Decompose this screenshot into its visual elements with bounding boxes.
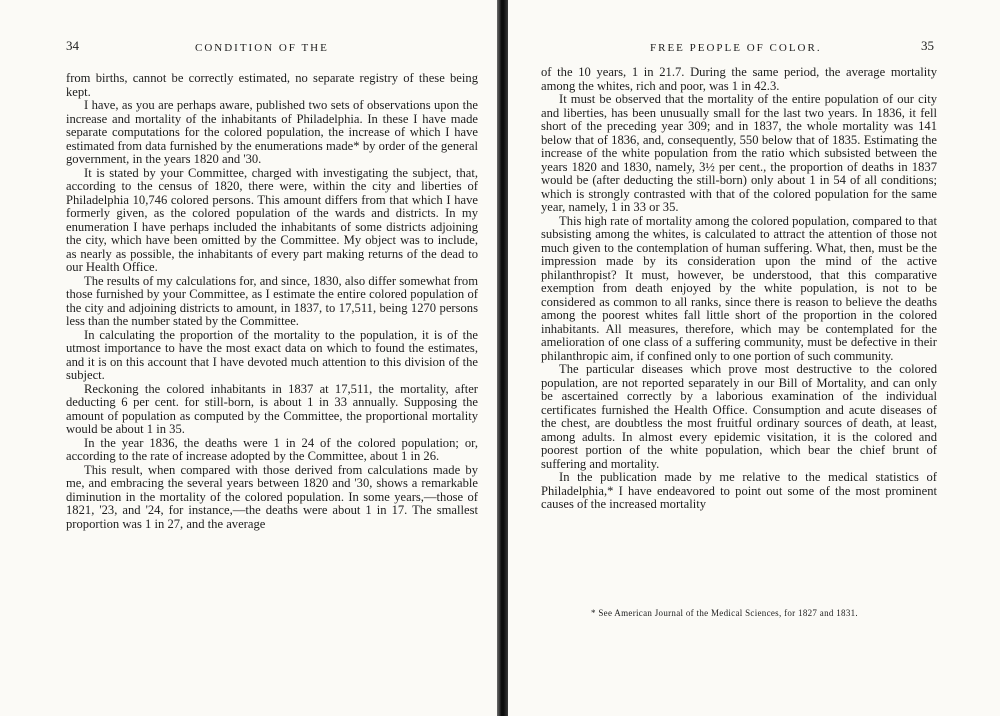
- paragraph: I have, as you are perhaps aware, published two sets of observations upon the increase and mortality of the inhabitants of Philadelphia. In these I have made separate computations for the colored population, the increase of which I have estimated from data furnished by the enumerations made* by order of the general government, in the years 1820 and '30.: [66, 98, 478, 166]
- paragraph: It is stated by your Committee, charged with investigating the subject, that, according to the census of 1820, there were, within the city and liberties of Philadelphia 10,746 colored persons. This amount differs from that which I have formerly given, as the colored population of the wards and districts. In my enumeration I have perhaps included the inhabitants of some districts adjoining the city, which have been omitted by the Committee. My object was to include, as nearly as possible, the inhabitants of every part making returns of the dead to our Health Office.: [66, 165, 478, 274]
- footnote: * See American Journal of the Medical Sciences, for 1827 and 1831.: [591, 608, 858, 618]
- right-running-head: FREE PEOPLE OF COLOR.: [650, 42, 822, 54]
- paragraph: It must be observed that the mortality of the entire population of our city and liberties, has been unusually small for the last two years. In 1836, it fell short of the preceding year 309; and in 1837, the whole mortality was 141 below that of 1836, and, consequently, 550 below that of 1835. Estimating the increase of the white population from the ratio which subsisted between the years 1820 and 1830, namely, 3½ per cent., the proportion of deaths in 1837 would be (after deducting the still-born) only about 1 in 54 of all conditions; which is strongly contrasted with that of the colored population for the same year, namely, 1 in 33 or 35.: [541, 92, 937, 214]
- paragraph: of the 10 years, 1 in 21.7. During the same period, the average mortality among the whites, rich and poor, was 1 in 42.3.: [541, 65, 937, 93]
- paragraph: In the year 1836, the deaths were 1 in 24 of the colored population; or, according to the rate of increase adopted by the Committee, about 1 in 26.: [66, 435, 478, 463]
- right-page-number: 35: [921, 38, 934, 53]
- paragraph: This result, when compared with those derived from calculations made by me, and embracing the several years between 1820 and '30, shows a remarkable diminution in the mortality of the colored population. In some years,—those of 1821, '23, and '24, for instance,—the deaths were about 1 in 17. The smallest proportion was 1 in 27, and the average: [66, 462, 478, 531]
- paragraph: from births, cannot be correctly estimated, no separate registry of these being kept.: [66, 71, 478, 99]
- left-running-head: CONDITION OF THE: [195, 42, 329, 54]
- book-gutter: [497, 0, 508, 716]
- left-body-text: [66, 72, 478, 531]
- left-page: [0, 0, 498, 716]
- paragraph: This high rate of mortality among the colored population, compared to that subsisting among the whites, is calculated to attract the attention of those not much given to the contemplation of human suffering. What, then, must be the impression made by its consideration upon the mind of the active philanthropist? It must, however, be understood, that this comparative exemption from death enjoyed by the white population, is not to be considered as common to all ranks, since there is reason to believe the deaths among the poorest whites fall little short of the proportion in the colored inhabitants. All measures, therefore, which may be contemplated for the amelioration of one class of a suffering community, must be defective in their philanthropic aim, if confined only to one portion of such community.: [541, 213, 937, 363]
- left-page-number: 34: [66, 38, 79, 53]
- paragraph: The results of my calculations for, and since, 1830, also differ somewhat from those furnished by your Committee, as I estimate the entire colored population of the city and adjoining districts to amount, in 1837, to 17,511, being 1270 persons less than the number stated by the Committee.: [66, 273, 478, 328]
- paragraph: In the publication made by me relative to the medical statistics of Philadelphia,* I have endeavored to point out some of the most prominent causes of the increased mortality: [541, 470, 937, 511]
- paragraph: In calculating the proportion of the mortality to the population, it is of the utmost importance to have the most exact data on which to found the estimates, and it is on this account that I have devoted much attention to this division of the subject.: [66, 327, 478, 382]
- paragraph: Reckoning the colored inhabitants in 1837 at 17,511, the mortality, after deducting 6 per cent. for still-born, is about 1 in 33 annually. Supposing the amount of population as computed by the Committee, the proportional mortality would be about 1 in 35.: [66, 381, 478, 436]
- right-body-text: [541, 66, 937, 512]
- right-page: [509, 0, 1000, 716]
- paragraph: The particular diseases which prove most destructive to the colored population, are not reported separately in our Bill of Mortality, and can only be ascertained correctly by a laborious examination of the individual certificates furnished the Health Office. Consumption and acute diseases of the chest, are doubtless the most fruitful ordinary sources of death, at least, among adults. In almost every epidemic visitation, it is the colored and poorest portion of the white population, which bear the chief brunt of suffering and mortality.: [541, 362, 937, 471]
